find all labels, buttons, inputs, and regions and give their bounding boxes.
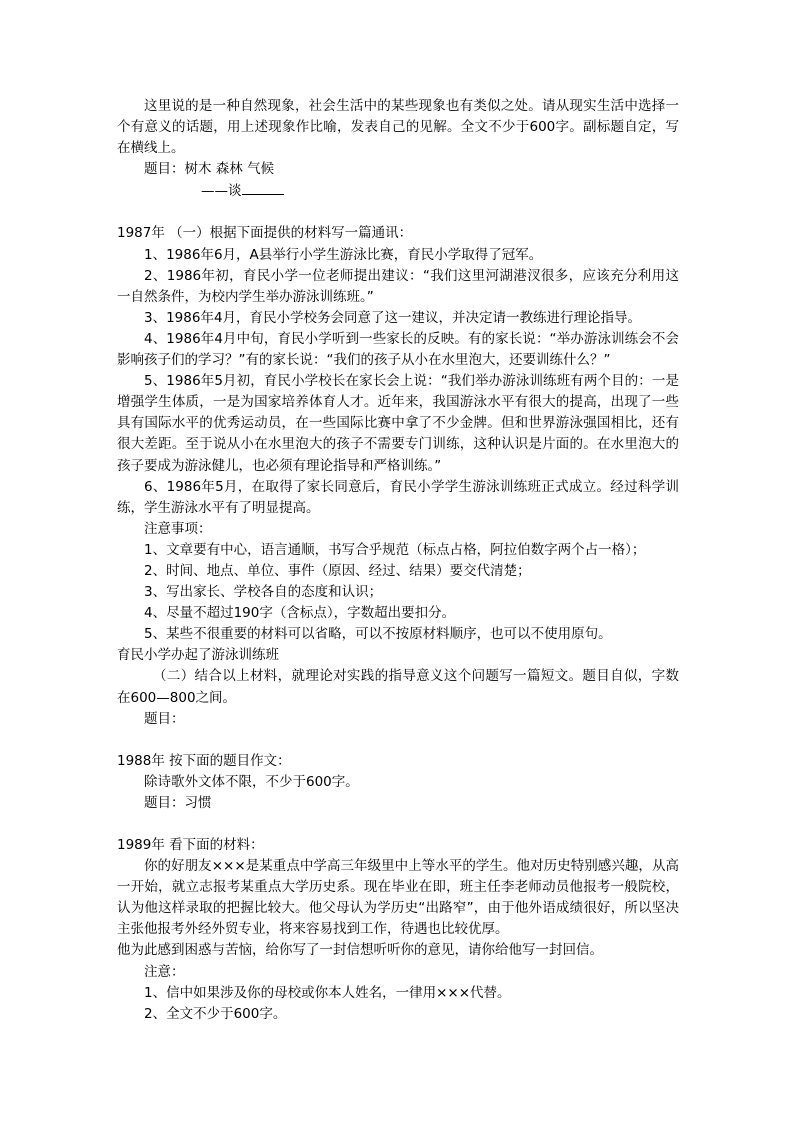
heading-1987: 1987年 （一）根据下面提供的材料写一篇通讯： [117,225,413,242]
part2-1987: （二）结合以上材料，就理论对实践的指导意义这个问题写一篇短文。题目自似，字数在600—800之间。 [117,668,679,706]
note-1987-5: 5、某些不很重要的材料可以省略，可以不按原材料顺序，也可以不使用原句。 [144,626,612,643]
note-1989-2: 2、全文不少于600字。 [144,1005,287,1022]
intro-title: 题目：树木 森林 气候 [144,161,275,178]
note-1989-1: 1、信中如果涉及你的母校或你本人姓名，一律用×××代替。 [144,984,511,1001]
answer-title-1987: 育民小学办起了游泳训练班 [117,647,279,664]
paragraph-1989-1: 你的好朋友×××是某重点中学高三年级里中上等水平的学生。他对历史特别感兴趣，从高一开始，就立志报考某重点大学历史系。现在毕业在即，班主任李老师动员他报考一般院校，认为他这样录取的把握比较大。他父母认为学历史“出路窄”，由于他外语成绩很好，所以坚决主张他报考外经外贸专业，将来容易找到工作，待遇也比较优厚。 [117,858,679,938]
line-1988-1: 除诗歌外文体不限，不少于600字。 [144,773,359,790]
subtitle-blank-line [242,180,284,195]
intro-paragraph: 这里说的是一种自然现象，社会生活中的某些现象也有类似之处。请从现实生活中选择一个有意义的话题，用上述现象作比喻，发表自己的见解。全文不少于600字。副标题自定，写在横线上。 [117,98,679,157]
spacer [117,814,679,835]
notes-title-1989: 注意： [144,963,185,980]
note-1987-1: 1、文章要有中心，语言通顺，书写合乎规范（标点占格，阿拉伯数字两个占一格）； [144,541,646,558]
heading-1989: 1989年 看下面的材料： [117,837,264,853]
item-1987-4: 4、1986年4月中旬，育民小学听到一些家长的反映。有的家长说：“举办游泳训练会不会影响孩子们的学习？”有的家长说：“我们的孩子从小在水里泡大，还要训练什么？” [117,330,679,369]
spacer [117,202,679,223]
notes-title-1987: 注意事项： [144,520,212,537]
item-1987-6: 6、1986年5月，在取得了家长同意后，育民小学学生游泳训练班正式成立。经过科学训练，学生游泳水平有了明显提高。 [117,478,679,516]
intro-subtitle: ——谈 [117,180,679,202]
spacer [117,730,679,751]
note-1987-3: 3、写出家长、学校各自的态度和认识； [144,584,383,601]
line-1988-2: 题目：习惯 [144,794,212,811]
paragraph-1989-2: 他为此感到困惑与苦恼，给你写了一封信想听听你的意见，请你给他写一封回信。 [117,942,603,959]
item-1987-5: 5、1986年5月初，育民小学校长在家长会上说：“我们举办游泳训练班有两个目的：一是增强学生体质，一是为国家培养体育人才。近年来，我国游泳水平有很大的提高，出现了一些具有国际水平的优秀运动员，在一些国际比赛中拿了不少金牌。但和世界游泳强国相比，还有很大差距。至于说从小在水里泡大的孩子不需要专门训练，这种认识是片面的。在水里泡大的孩子要成为游泳健儿，也必须有理论指导和严格训练。” [117,373,679,474]
note-1987-4: 4、尽量不超过190字（含标点），字数超出要扣分。 [144,605,456,622]
part2-title-1987: 题目： [144,710,185,727]
heading-1988: 1988年 按下面的题目作文： [117,752,291,769]
item-1987-1: 1、1986年6月，A县举行小学生游泳比赛，育民小学取得了冠军。 [144,246,543,263]
item-1987-3: 3、1986年4月，育民小学校务会同意了这一建议，并决定请一教练进行理论指导。 [144,309,642,326]
item-1987-2: 2、1986年初，育民小学一位老师提出建议：“我们这里河湖港汊很多，应该充分利用这一自然条件，为校内学生举办游泳训练班。” [117,267,679,305]
document-page [117,96,679,1025]
note-1987-2: 2、时间、地点、单位、事件（原因、经过、结果）要交代清楚； [144,562,531,579]
